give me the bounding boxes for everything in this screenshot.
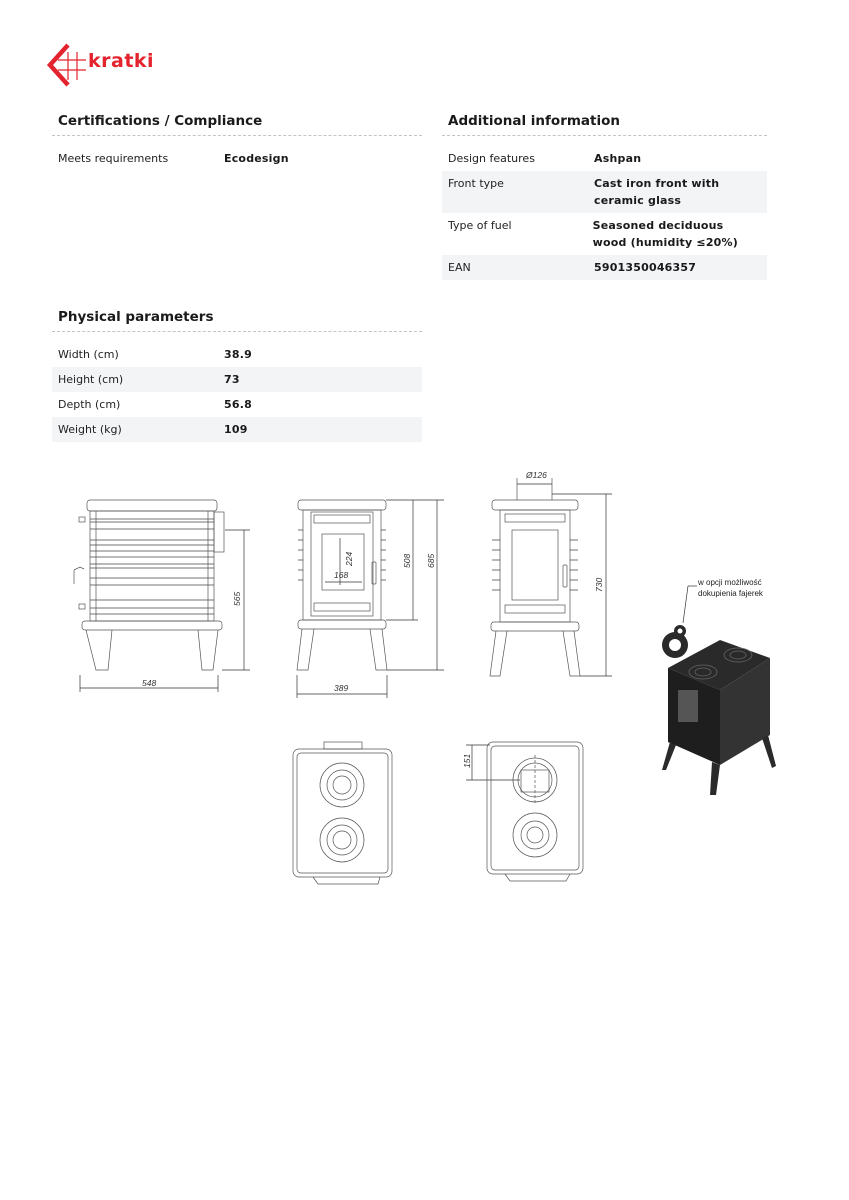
spec-label: Height (cm) xyxy=(58,373,124,386)
kratki-logo xyxy=(46,42,186,88)
dim-body-height: 685 xyxy=(426,553,436,568)
spec-value: Seasoned deciduous wood (humidity ≤20%) xyxy=(592,219,738,249)
section-title: Physical parameters xyxy=(58,309,214,325)
dim-depth: 548 xyxy=(142,678,157,688)
spec-label: Type of fuel xyxy=(448,219,512,232)
spec-row xyxy=(52,342,422,367)
kratki-logo-icon xyxy=(46,42,90,88)
dim-glass-width: 168 xyxy=(334,570,349,580)
divider xyxy=(52,135,422,136)
dim-glass-height: 224 xyxy=(344,551,354,566)
spec-label: Meets requirements xyxy=(58,152,169,165)
spec-label: Weight (kg) xyxy=(58,423,122,436)
spec-value: 73 xyxy=(224,373,240,386)
spec-row xyxy=(52,367,422,392)
dim-width: 389 xyxy=(334,683,349,693)
stove-render-image xyxy=(662,578,776,795)
spec-value: Cast iron front with ceramic glass xyxy=(594,177,720,207)
dim-flue-diameter: Ø126 xyxy=(526,470,547,480)
certifications-section xyxy=(52,107,422,171)
spec-row xyxy=(52,146,422,171)
spec-row xyxy=(52,417,422,442)
render-note-line1: w opcji możliwość xyxy=(698,578,762,587)
back-view-drawing xyxy=(490,478,580,676)
spec-value: 5901350046357 xyxy=(594,261,697,274)
spec-value: 38.9 xyxy=(224,348,252,361)
spec-label: Design features xyxy=(448,152,535,165)
divider xyxy=(52,331,422,332)
top-view-flue-drawing xyxy=(487,742,583,881)
additional-info-section xyxy=(442,107,767,280)
dim-door-height: 508 xyxy=(402,553,412,568)
spec-row xyxy=(442,171,767,213)
spec-value: Ashpan xyxy=(594,152,642,165)
dim-flue-offset: 151 xyxy=(462,753,472,768)
spec-row xyxy=(442,213,767,255)
spec-row xyxy=(442,146,767,171)
section-title: Certifications / Compliance xyxy=(58,113,263,129)
spec-row xyxy=(52,392,422,417)
spec-value: 109 xyxy=(224,423,248,436)
front-view-drawing xyxy=(297,500,387,670)
spec-row xyxy=(442,255,767,280)
dim-total-height: 730 xyxy=(594,577,604,592)
spec-value: 56.8 xyxy=(224,398,252,411)
physical-parameters-section xyxy=(52,303,422,442)
spec-value: Ecodesign xyxy=(224,152,289,165)
side-view-drawing xyxy=(74,500,224,670)
top-view-drawing xyxy=(293,742,392,884)
dim-flue-height: 565 xyxy=(232,591,242,606)
spec-label: Width (cm) xyxy=(58,348,119,361)
brand-name: kratki xyxy=(88,50,155,72)
spec-label: EAN xyxy=(448,261,471,274)
spec-label: Depth (cm) xyxy=(58,398,121,411)
divider xyxy=(442,135,767,136)
render-note-line2: dokupienia fajerek xyxy=(698,589,763,598)
spec-label: Front type xyxy=(448,177,504,190)
dimension-lines xyxy=(80,494,612,780)
section-title: Additional information xyxy=(448,113,620,129)
